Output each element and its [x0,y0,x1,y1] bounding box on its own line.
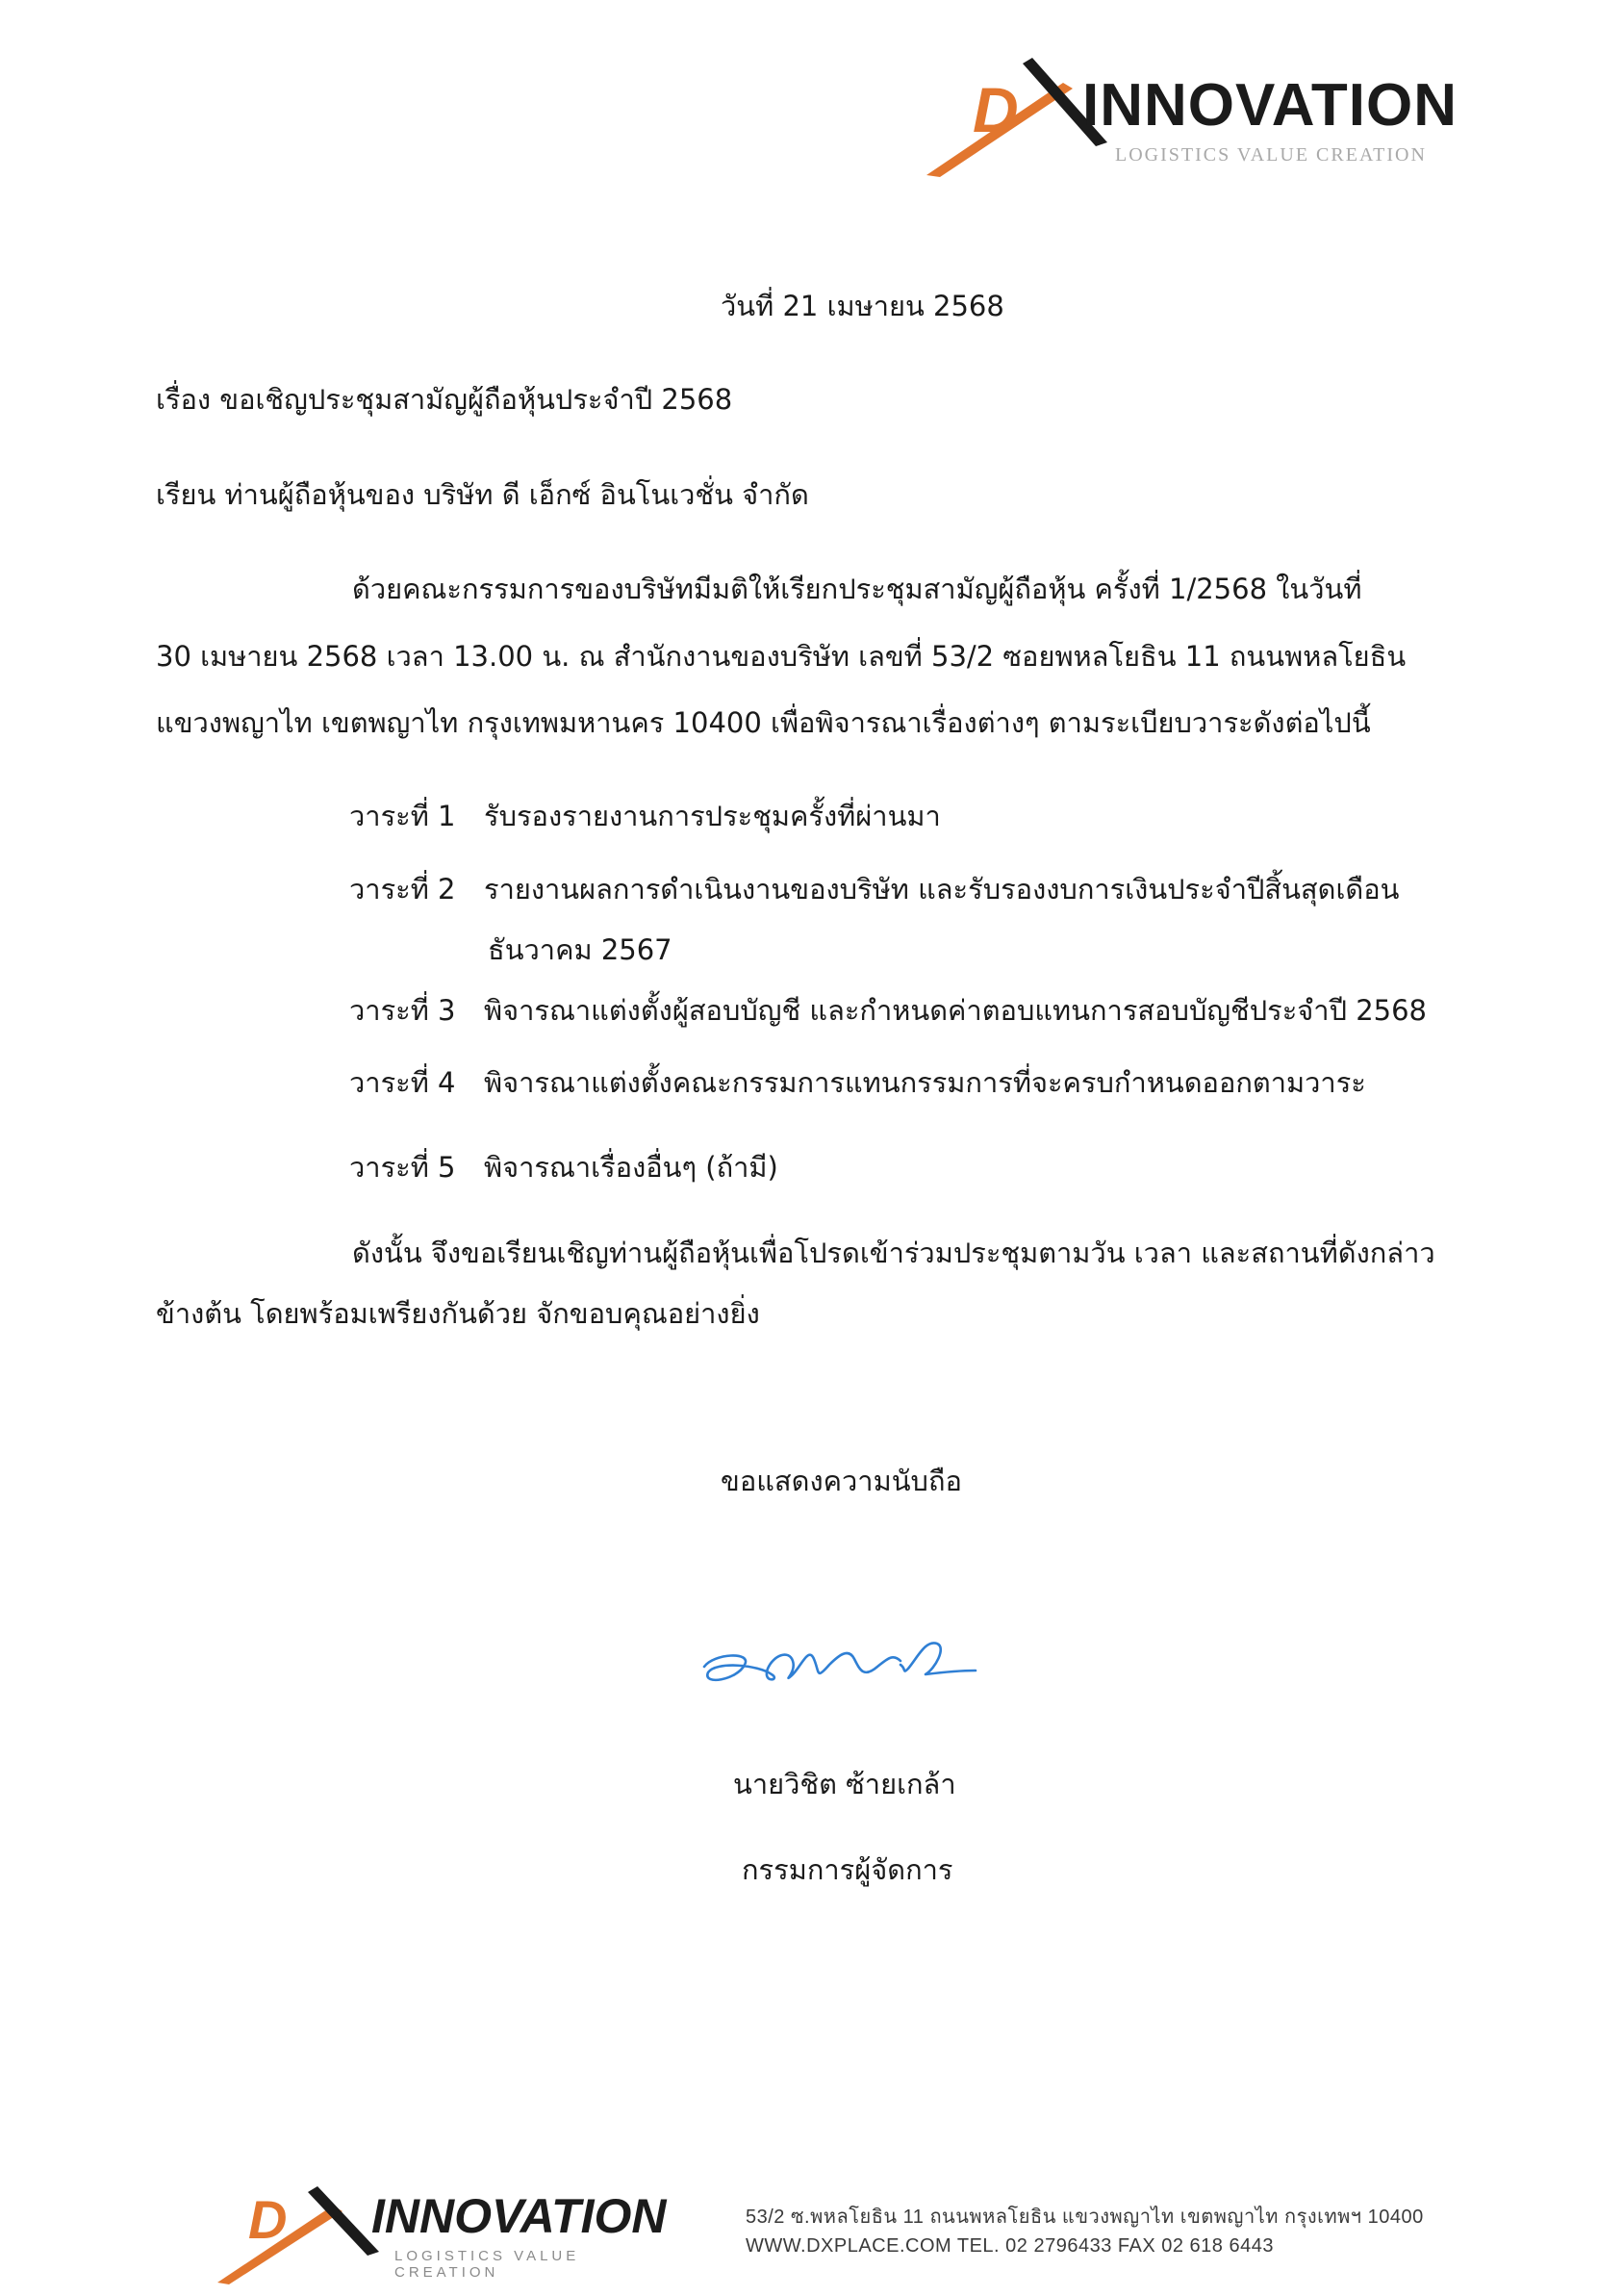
agenda-item [349,1151,778,1185]
agenda-text: รายงานผลการดำเนินงานของบริษัท และรับรองงบการเงินประจำปีสิ้นสุดเดือน [484,873,1400,906]
footer-address: 53/2 ซ.พหลโยธิน 11 ถนนพหลโยธิน แขวงพญาไท เขตพญาไท กรุงเทพฯ 10400 [746,2207,1424,2228]
signer-title: กรรมการผู้จัดการ [742,1853,953,1886]
logo-wordmark: INNOVATION [1082,72,1458,139]
logo-tagline: LOGISTICS VALUE CREATION [394,2248,580,2281]
footer-contact: WWW.DXPLACE.COM TEL. 02 2796433 FAX 02 618 6443 [746,2235,1274,2257]
agenda-item [349,800,941,833]
closing-line-2: ข้างต้น โดยพร้อมเพรียงกันด้วย จักขอบคุณอย่างยิ่ง [156,1297,760,1330]
regards-text: ขอแสดงความนับถือ [721,1465,962,1497]
logo-tagline: LOGISTICS VALUE CREATION [1115,144,1427,166]
agenda-label: วาระที่ 4 [349,1066,456,1099]
letter-addressee: เรียน ท่านผู้ถือหุ้นของ บริษัท ดี เอ็กซ์ อินโนเวชั่น จำกัด [156,478,809,511]
agenda-text: พิจารณาแต่งตั้งคณะกรรมการแทนกรรมการที่จะครบกำหนดออกตามวาระ [484,1066,1366,1099]
closing-line-1: ดังนั้น จึงขอเรียนเชิญท่านผู้ถือหุ้นเพื่อโปรดเข้าร่วมประชุมตามวัน เวลา และสถานที่ดังกล่าว [352,1237,1435,1269]
logo-wordmark: INNOVATION [371,2189,667,2243]
agenda-item [349,994,1427,1028]
logo-letter: D [248,2189,288,2250]
agenda-label: วาระที่ 5 [349,1151,456,1184]
header-logo [919,50,1458,185]
agenda-text: พิจารณาแต่งตั้งผู้สอบบัญชี และกำหนดค่าตอบแทนการสอบบัญชีประจำปี 2568 [484,994,1428,1027]
agenda-text: พิจารณาเรื่องอื่นๆ (ถ้ามี) [484,1151,778,1184]
agenda-text: รับรองรายงานการประชุมครั้งที่ผ่านมา [484,800,941,832]
agenda-text-continued: ธันวาคม 2567 [488,933,672,966]
body-line-3: แขวงพญาไท เขตพญาไท กรุงเทพมหานคร 10400 เพื่อพิจารณาเรื่องต่างๆ ตามระเบียบวาระดังต่อไปนี้ [156,706,1371,739]
agenda-item [349,1066,1366,1100]
agenda-item [349,873,1399,906]
footer-logo [210,2182,691,2288]
body-line-1: ด้วยคณะกรรมการของบริษัทมีมติให้เรียกประชุมสามัญผู้ถือหุ้น ครั้งที่ 1/2568 ในวันที่ [352,573,1362,605]
letter-subject: เรื่อง ขอเชิญประชุมสามัญผู้ถือหุ้นประจำปี 2568 [156,383,733,416]
signature-icon [695,1626,983,1703]
agenda-label: วาระที่ 2 [349,873,456,906]
signer-name: นายวิชิต ซ้ายเกล้า [733,1768,956,1800]
letter-date: วันที่ 21 เมษายน 2568 [721,290,1004,322]
logo-letter: D [973,74,1019,145]
body-line-2: 30 เมษายน 2568 เวลา 13.00 น. ณ สำนักงานของบริษัท เลขที่ 53/2 ซอยพหลโยธิน 11 ถนนพหลโยธิน [156,640,1407,673]
agenda-label: วาระที่ 3 [349,994,456,1027]
agenda-label: วาระที่ 1 [349,800,456,832]
